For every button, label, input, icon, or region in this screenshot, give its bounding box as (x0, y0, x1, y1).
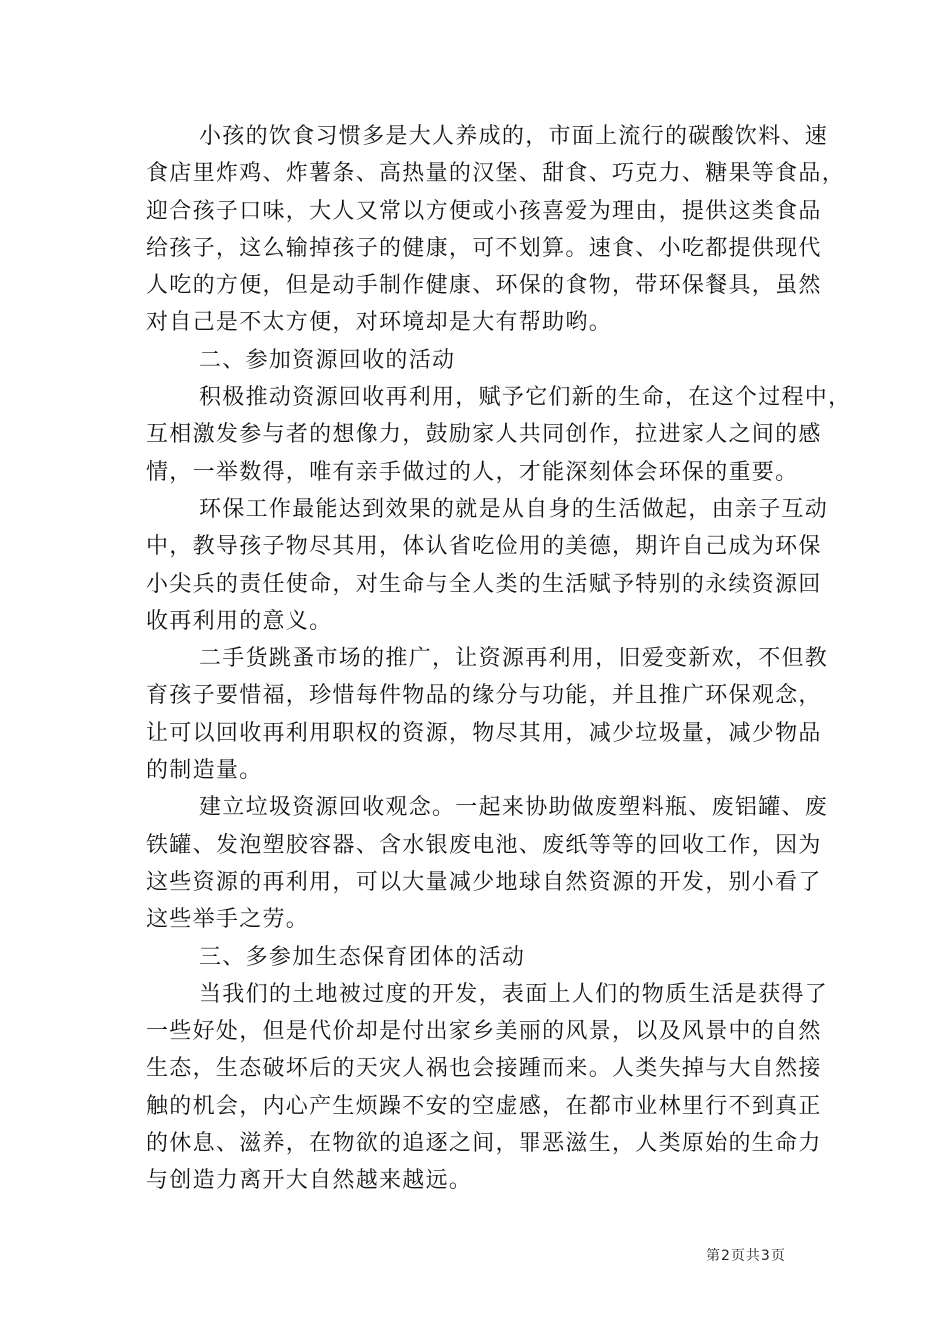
text-line: 收再利用的意义。 (146, 608, 333, 634)
paragraph (146, 118, 846, 342)
text-line: 的休息、滋养，在物欲的追逐之间，罪恶滋生，人类原始的生命力 (146, 1131, 822, 1157)
section-heading (146, 939, 836, 976)
text-line: 中，教导孩子物尽其用，体认省吃俭用的美德，期许自己成为环保 (146, 534, 822, 560)
paragraph (146, 976, 836, 1200)
text-line: 三、多参加生态保育团体的活动 (199, 944, 526, 970)
text-line: 互相激发参与者的想像力，鼓励家人共同创作，拉进家人之间的感 (146, 422, 822, 448)
text-line: 给孩子，这么输掉孩子的健康，可不划算。速食、小吃都提供现代 (146, 235, 822, 261)
text-line: 这些举手之劳。 (146, 907, 310, 933)
text-line: 生态，生态破坏后的天灾人祸也会接踵而来。人类失掉与大自然接 (146, 1056, 822, 1082)
text-line: 当我们的土地被过度的开发，表面上人们的物质生活是获得了 (199, 981, 829, 1007)
text-line: 迎合孩子口味，大人又常以方便或小孩喜爱为理由，提供这类食品 (146, 198, 822, 224)
text-line: 食店里炸鸡、炸薯条、高热量的汉堡、甜食、巧克力、糖果等食品， (146, 161, 846, 187)
text-line: 对自己是不太方便，对环境却是大有帮助哟。 (146, 310, 613, 336)
text-line: 触的机会，内心产生烦躁不安的空虚感，在都市业林里行不到真正 (146, 1093, 822, 1119)
text-line: 小尖兵的责任使命，对生命与全人类的生活赋予特别的永续资源回 (146, 571, 822, 597)
page-number: 第2页共3页 (706, 1248, 786, 1264)
document-body (146, 118, 852, 1200)
text-line: 建立垃圾资源回收观念。一起来协助做废塑料瓶、废铝罐、废 (199, 795, 829, 821)
text-line: 环保工作最能达到效果的就是从自身的生活做起，由亲子互动 (199, 496, 829, 522)
text-line: 让可以回收再利用职权的资源，物尽其用，减少垃圾量，减少物品 (146, 720, 822, 746)
text-line: 铁罐、发泡塑胶容器、含水银废电池、废纸等等的回收工作，因为 (146, 832, 822, 858)
text-line: 与创造力离开大自然越来越远。 (146, 1168, 473, 1194)
text-line: 育孩子要惜福，珍惜每件物品的缘分与功能，并且推广环保观念， (146, 683, 822, 709)
paragraph (146, 379, 852, 491)
text-line: 一些好处，但是代价却是付出家乡美丽的风景，以及风景中的自然 (146, 1019, 822, 1045)
text-line: 小孩的饮食习惯多是大人养成的，市面上流行的碳酸饮料、速 (199, 124, 829, 149)
text-line: 情，一举数得，唯有亲手做过的人，才能深刻体会环保的重要。 (146, 459, 799, 485)
text-line: 这些资源的再利用，可以大量减少地球自然资源的开发，别小看了 (146, 869, 822, 895)
paragraph (146, 789, 836, 938)
paragraph (146, 640, 836, 789)
section-heading (146, 342, 836, 379)
paragraph (146, 491, 836, 640)
text-line: 的制造量。 (146, 758, 263, 784)
text-line: 二手货跳蚤市场的推广，让资源再利用，旧爱变新欢，不但教 (199, 646, 829, 672)
text-line: 人吃的方便，但是动手制作健康、环保的食物，带环保餐具，虽然 (146, 273, 822, 299)
text-line: 积极推动资源回收再利用，赋予它们新的生命，在这个过程中， (199, 385, 852, 411)
text-line: 二、参加资源回收的活动 (199, 347, 456, 373)
